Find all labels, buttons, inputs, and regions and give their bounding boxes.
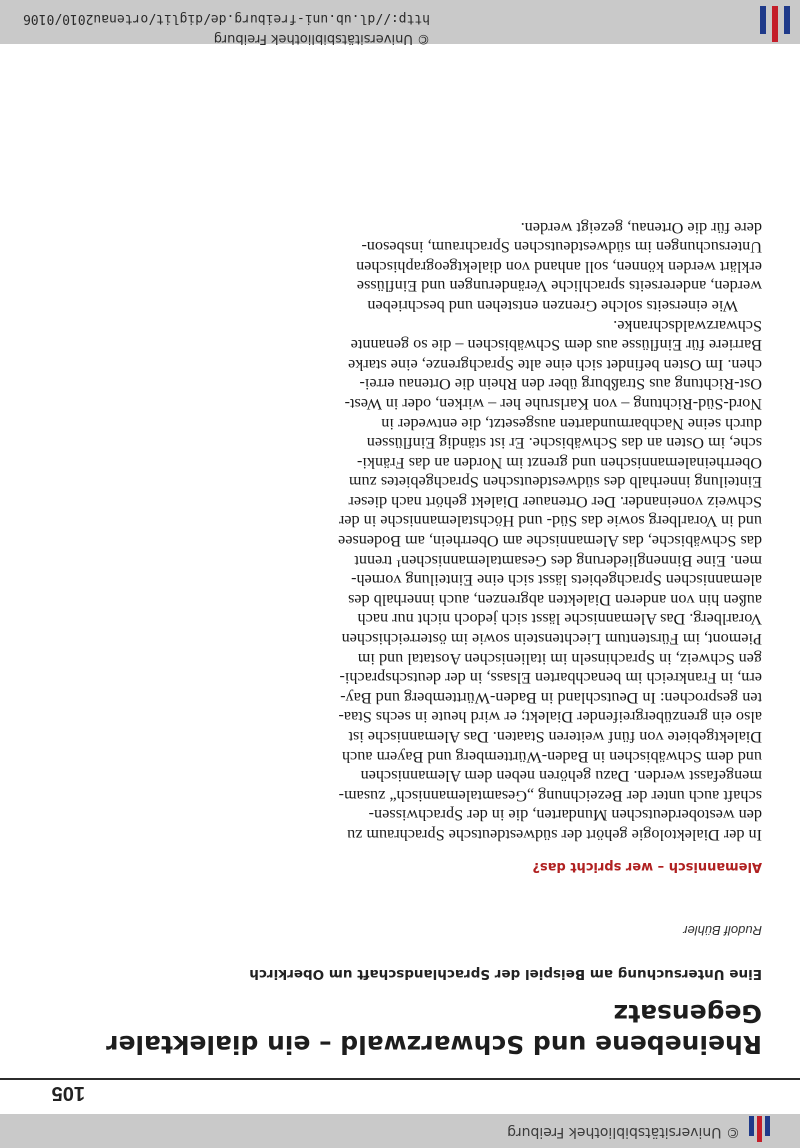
top-bar [0,1114,800,1148]
body-line: Dialektgebiete von fünf weiteren Staaten. Das Alemannische ist [348,728,762,747]
body-line: chen. Im Osten befindet sich eine alte Sprachgrenze, eine starke [348,355,762,374]
article-title: Rheinebene und Schwarzwald – ein dialektaler Gegensatz [106,999,762,1059]
bottom-bar [0,0,800,44]
body-line: gen Schweiz, in Sprachinseln im italienischen Aostatal und im [357,649,762,668]
body-line: durch seine Nachbarmundarten ausgesetzt, die entweder in [381,414,762,433]
body-line: In der Dialektologie gehört der südwestdeutsche Sprachraum zu [347,826,762,844]
body-line: sche, im Osten an das Schwäbische. Er ist ständig Einflüssen [366,434,762,453]
body-line: Wie einerseits solche Grenzen entstehen und beschrieben [367,296,738,315]
body-line: werden, andererseits sprachliche Veränderungen und Einflüsse [356,277,762,296]
body-line: außen hin von anderen Dialekten abgrenzen, auch innerhalb des [348,590,762,609]
body-line: Vorarlberg. Das Alemannische lässt sich jedoch nicht nur nach [357,610,762,629]
page-number: 105 [51,1082,85,1104]
body-line: mengefasst werden. Dazu gehören neben dem Alemannischen [360,767,762,786]
section-heading: Alemannisch – wer spricht das? [532,859,762,874]
body-line: Untersuchungen im südwestdeutschen Sprachraum, insbeson- [361,238,762,257]
body-line: ern, in Frankreich im benachbarten Elsass, in der deutschsprachi- [339,669,762,688]
body-line: Nord-Süd-Richtung – von Karlsruhe her – wirken, oder in West- [344,394,762,413]
university-logo-icon [754,6,794,42]
body-line: also ein grenzübergreifender Dialekt; er wird heute in sechs Staa- [338,708,762,727]
body-line: das Schwäbische, das Alemannische am Oberrhein, am Bodensee [338,532,762,551]
body-text [265,217,762,844]
top-credit: © Universitätsbibliothek Freiburg [507,1124,740,1140]
body-line: ten gesprochen: In Deutschland in Baden-Württemberg und Bay- [340,688,762,707]
body-line: dere für die Ortenau, gezeigt werden. [520,218,762,237]
body-line: den westoberdeutschen Mundarten, die in der Sprachwissen- [368,806,762,825]
body-line: schaft auch unter der Bezeichnung „Gesamtalemannisch“ zusam- [338,786,762,805]
bottom-credit: © Universitätsbibliothek Freiburg [213,31,430,46]
body-line: Schwarzwaldschranke. [613,316,762,335]
body-line: Barriere für Einflüsse aus dem Schwäbischen – die so genannte [350,336,762,355]
university-logo-icon [746,1116,772,1142]
source-url[interactable]: http://dl.ub.uni-freiburg.de/diglit/ortenau2010/0106 [23,11,430,26]
body-line: men. Eine Binnengliederung des Gesamtalemannischen¹ trennt [354,551,762,570]
body-line: Ost-Richtung aus Straßburg über den Rhein die Ortenau errei- [359,375,762,394]
body-line: Piemont, im Fürstentum Liechtenstein sowie im österreichischen [341,630,762,649]
body-line: Schweiz voneinander. Der Ortenauer Dialekt gehört nach dieser [348,492,762,511]
body-line: und dem Schwäbischen in Baden-Württemberg und Bayern auch [341,747,762,766]
article-author: Rudolf Bühler [683,923,762,938]
body-line: Oberrheinalemannischen und grenzt im Norden an das Fränki- [356,453,762,472]
article-subtitle: Eine Untersuchung am Beispiel der Sprachlandschaft um Oberkirch [249,966,762,982]
header-rule [0,1078,800,1080]
body-line: alemannischen Sprachgebiets lässt sich eine Einteilung vorneh- [351,571,762,590]
body-line: und in Vorarlberg sowie das Süd- und Höchstalemannische in der [338,512,762,531]
body-line: Einteilung innerhalb des südwestdeutschen Sprachgebietes zum [348,473,762,492]
body-line: erklärt werden können, soll anhand von dialektgeographischen [356,257,762,276]
